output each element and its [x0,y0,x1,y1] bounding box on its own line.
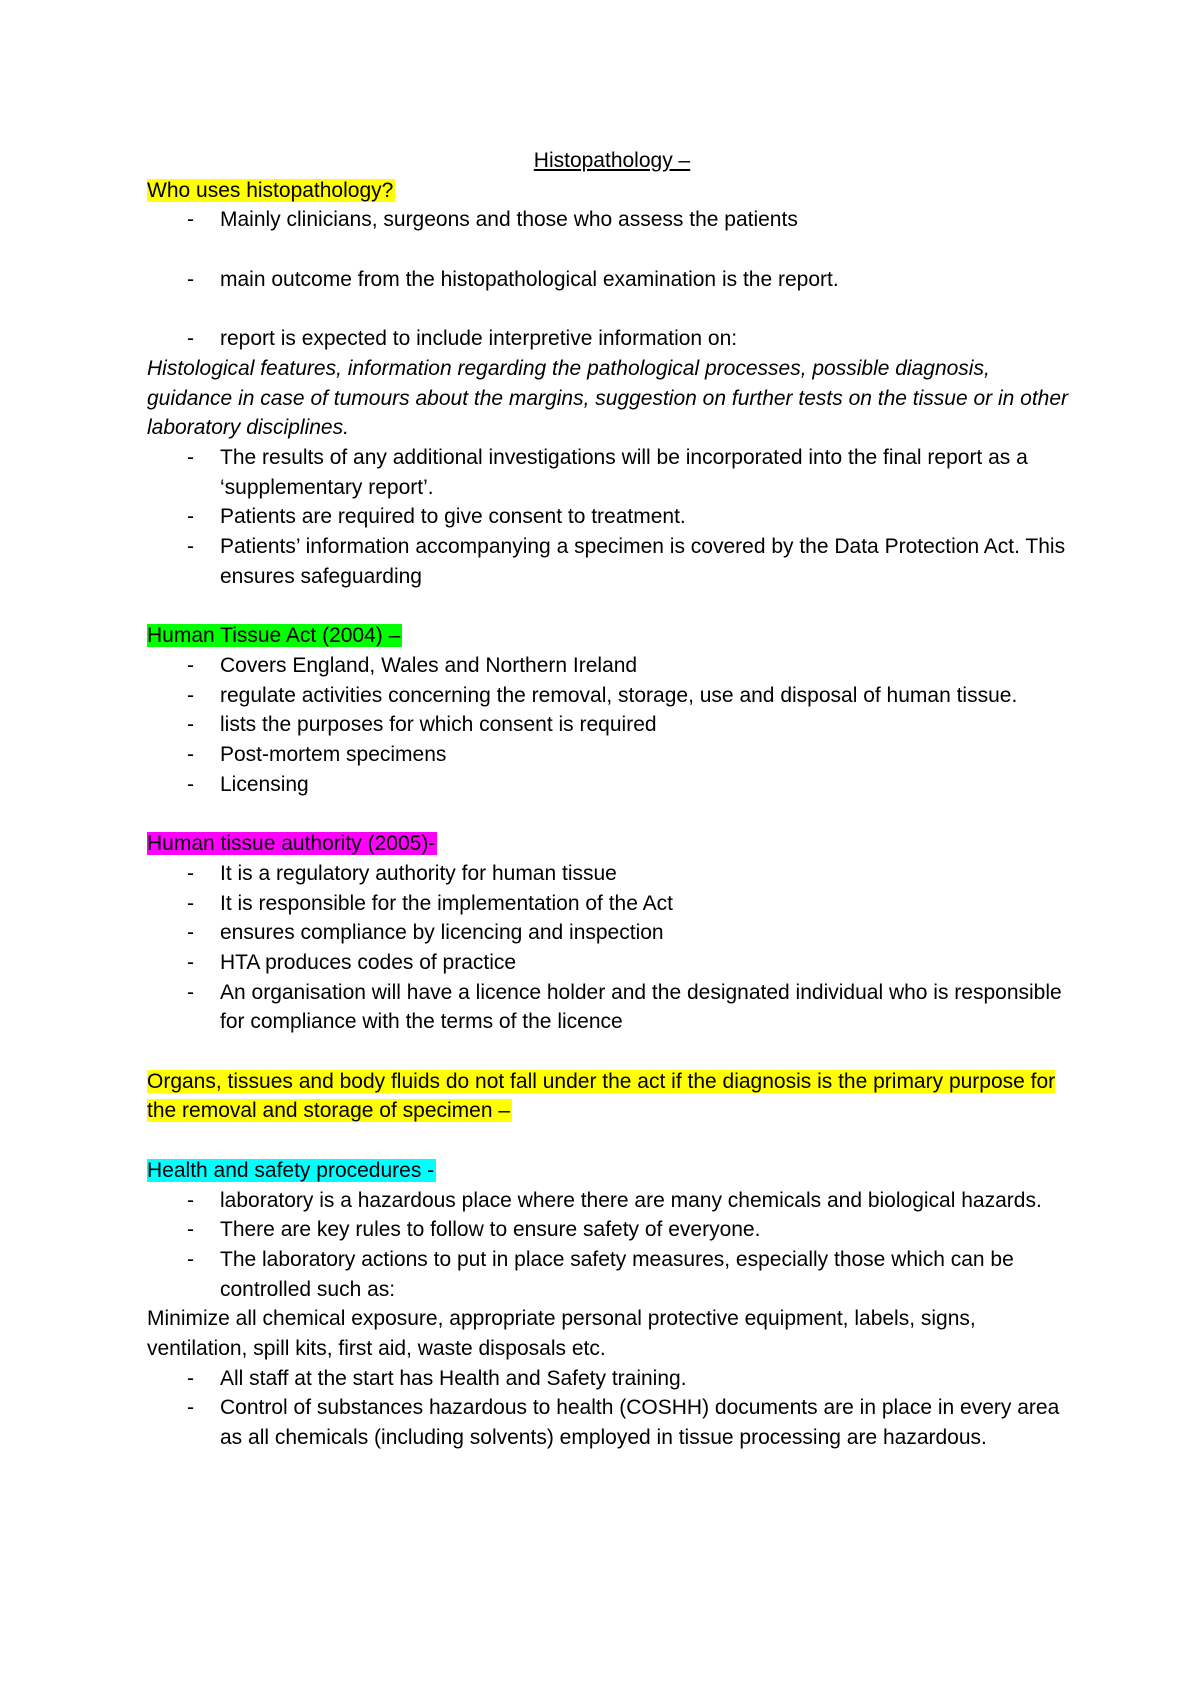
heading-text: Human Tissue Act (2004) – [147,624,401,648]
list-item: - All staff at the start has Health and Safety training. [147,1364,1077,1394]
page-title: Histopathology – [533,149,691,172]
spacer [147,1037,1077,1067]
heading-text: Human tissue authority (2005)- [147,832,436,856]
heading-human-tissue-act [147,621,1077,651]
list-item: - Post-mortem specimens [147,740,1077,770]
list-item: - Patients’ information accompanying a specimen is covered by the Data Protection Act. This ensures safeguarding [147,532,1077,591]
list-item: - lists the purposes for which consent is required [147,710,1077,740]
list-item: - laboratory is a hazardous place where there are many chemicals and biological hazards. [147,1186,1077,1216]
safety-measures-paragraph: Minimize all chemical exposure, appropriate personal protective equipment, labels, signs, ventilation, spill kits, first aid, waste disposals etc. [147,1307,976,1361]
heading-organs-tissues [147,1067,1077,1126]
list-item: - HTA produces codes of practice [147,948,1077,978]
heading-health-and-safety [147,1156,1077,1186]
italic-paragraph: Histological features, information regarding the pathological processes, possible diagnosis, guidance in case of tumours about the margins, suggestion on further tests on the tissue or in other laboratory disciplines. [147,356,1069,440]
spacer [147,799,1077,829]
list-item: - Licensing [147,770,1077,800]
list-item: - It is a regulatory authority for human tissue [147,859,1077,889]
list-who-uses [147,205,1077,353]
list-item: - Mainly clinicians, surgeons and those who assess the patients [147,205,1077,235]
list-item: - The results of any additional investigations will be incorporated into the final report as a ‘supplementary report’. [147,443,1077,502]
heading-text: Who uses histopathology? [147,178,394,202]
document-content [147,146,1077,1453]
list-item: - The laboratory actions to put in place safety measures, especially those which can be controlled such as: [147,1245,1077,1304]
list-human-tissue-authority [147,859,1077,1037]
list-item: - Control of substances hazardous to health (COSHH) documents are in place in every area as all chemicals (including solvents) employed in tissue processing are hazardous. [147,1393,1077,1452]
heading-text: Health and safety procedures - [147,1158,435,1182]
list-health-and-safety-2 [147,1364,1077,1453]
heading-who-uses-histopathology [147,176,1077,206]
list-human-tissue-act [147,651,1077,800]
list-item: - regulate activities concerning the removal, storage, use and disposal of human tissue. [147,681,1077,711]
list-report [147,443,1077,592]
list-item: - ensures compliance by licencing and inspection [147,918,1077,948]
list-item: - main outcome from the histopathological examination is the report. [147,265,1077,295]
list-item: - Covers England, Wales and Northern Ireland [147,651,1077,681]
heading-human-tissue-authority [147,829,1077,859]
list-item: - There are key rules to follow to ensure safety of everyone. [147,1215,1077,1245]
list-item: - It is responsible for the implementation of the Act [147,889,1077,919]
spacer [147,592,1077,622]
list-item: - An organisation will have a licence holder and the designated individual who is responsible for compliance with the terms of the licence [147,978,1077,1037]
list-health-and-safety [147,1186,1077,1305]
heading-text: Organs, tissues and body fluids do not fall under the act if the diagnosis is the primary purpose for the removal and storage of specimen – [147,1069,1056,1123]
spacer [147,1126,1077,1156]
list-item: - report is expected to include interpretive information on: [147,324,1077,354]
list-item: - Patients are required to give consent to treatment. [147,502,1077,532]
